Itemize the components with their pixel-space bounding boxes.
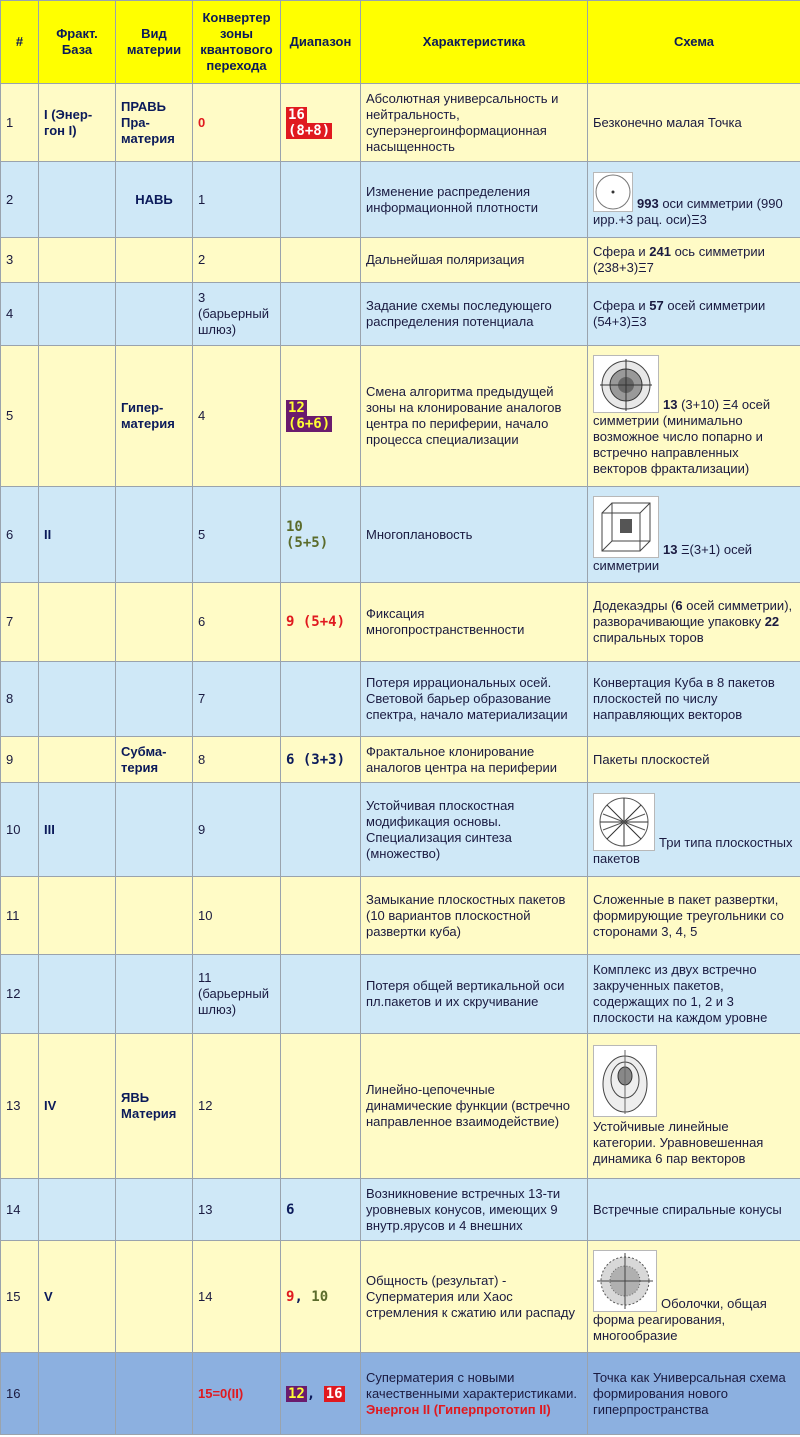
row-num: 5 <box>1 346 39 487</box>
scheme-prefix: Додекаэдры ( <box>593 598 676 613</box>
spiral-figure <box>593 1045 657 1117</box>
row-characteristic: Фиксация многопространственности <box>361 583 588 662</box>
row-base <box>39 955 116 1034</box>
row-scheme <box>588 283 800 346</box>
row-range: 6 (3+3) <box>281 737 361 783</box>
table-row <box>1 737 800 783</box>
shell-cloud-figure <box>593 1250 657 1312</box>
table-row <box>1 84 800 162</box>
row-scheme <box>588 238 800 283</box>
row-range <box>281 662 361 737</box>
table-row <box>1 283 800 346</box>
row-characteristic: Многоплановость <box>361 487 588 583</box>
header-row <box>1 1 800 84</box>
table-row <box>1 877 800 955</box>
row-base <box>39 662 116 737</box>
axes-count: 241 <box>649 244 671 259</box>
row-kind <box>116 238 193 283</box>
row-num: 11 <box>1 877 39 955</box>
row-converter: 2 <box>193 238 281 283</box>
row-num: 4 <box>1 283 39 346</box>
row-scheme <box>588 1241 800 1353</box>
point-sphere-figure <box>593 172 633 212</box>
row-converter: 1 <box>193 162 281 238</box>
row-num: 13 <box>1 1034 39 1179</box>
scheme-text: осей симметрии), разворачивающие упаковку <box>593 598 793 629</box>
row-scheme <box>588 583 800 662</box>
row-num: 6 <box>1 487 39 583</box>
row-kind <box>116 783 193 877</box>
row-kind: ЯВЬ Материя <box>116 1034 193 1179</box>
header-characteristic: Характеристика <box>361 1 588 84</box>
range-value: 12 <box>288 1385 305 1402</box>
row-converter: 5 <box>193 487 281 583</box>
row-converter: 9 <box>193 783 281 877</box>
row-base <box>39 283 116 346</box>
range-value: 16 <box>288 106 305 123</box>
row-scheme: Встречные спиральные конусы <box>588 1179 800 1241</box>
row-base <box>39 877 116 955</box>
cube-figure <box>593 496 659 558</box>
header-scheme: Схема <box>588 1 800 84</box>
table-row <box>1 783 800 877</box>
row-kind <box>116 1241 193 1353</box>
row-converter: 12 <box>193 1034 281 1179</box>
header-kind: Вид материи <box>116 1 193 84</box>
row-num: 12 <box>1 955 39 1034</box>
row-scheme <box>588 162 800 238</box>
row-range: 9 (5+4) <box>281 583 361 662</box>
scheme-prefix: Сфера и <box>593 298 650 313</box>
axes-count: 993 <box>637 195 659 211</box>
axes-count: 13 <box>663 397 678 412</box>
range-detail: 16 <box>325 1385 343 1402</box>
row-base: II <box>39 487 116 583</box>
characteristic-text: Суперматерия с новыми качественными характеристиками. <box>366 1369 578 1401</box>
range-value: 10 <box>286 518 303 535</box>
row-num: 7 <box>1 583 39 662</box>
row-kind <box>116 877 193 955</box>
table-row <box>1 662 800 737</box>
row-kind: Гипер-материя <box>116 346 193 487</box>
axes-count: 57 <box>649 298 664 313</box>
row-converter: 14 <box>193 1241 281 1353</box>
table-row <box>1 1241 800 1353</box>
row-kind: Субма-терия <box>116 737 193 783</box>
scheme-text: оси симметрии (990 ирр.+3 рац. оси)Ξ3 <box>593 195 783 227</box>
row-base <box>39 162 116 238</box>
row-converter: 11 (барьерный шлюз) <box>193 955 281 1034</box>
row-scheme: Пакеты плоскостей <box>588 737 800 783</box>
scheme-text: осей симметрии (54+3)Ξ3 <box>593 298 766 329</box>
row-range <box>281 283 361 346</box>
row-converter: 6 <box>193 583 281 662</box>
table-row <box>1 583 800 662</box>
row-characteristic <box>361 1353 588 1435</box>
row-converter: 4 <box>193 346 281 487</box>
row-base <box>39 1353 116 1435</box>
row-converter: 10 <box>193 877 281 955</box>
energon-label: Энергон II (Гиперпрототип II) <box>366 1401 551 1417</box>
row-scheme <box>588 346 800 487</box>
row-characteristic: Абсолютная универсальность и нейтральность, суперэнергоинформационная насыщенность <box>361 84 588 162</box>
scheme-text: (3+10) Ξ4 осей симметрии (минимально возможное число попарно и встречно направленных векторов фрактализации) <box>593 397 771 476</box>
row-kind <box>116 1353 193 1435</box>
row-converter: 3 (барьерный шлюз) <box>193 283 281 346</box>
range-detail: (6+6) <box>288 416 331 432</box>
row-characteristic: Возникновение встречных 13-ти уровневых конусов, имеющих 9 внутр.ярусов и 4 внешних <box>361 1179 588 1241</box>
row-range <box>281 1241 361 1353</box>
row-base <box>39 583 116 662</box>
row-scheme: Безконечно малая Точка <box>588 84 800 162</box>
table-row <box>1 1353 800 1435</box>
row-num: 3 <box>1 238 39 283</box>
table-row <box>1 1179 800 1241</box>
row-base: III <box>39 783 116 877</box>
table-row <box>1 487 800 583</box>
row-base <box>39 737 116 783</box>
tori-count: 22 <box>764 614 780 629</box>
axes-count: 13 <box>663 541 678 557</box>
row-characteristic: Потеря общей вертикальной оси пл.пакетов и их скручивание <box>361 955 588 1034</box>
row-converter: 7 <box>193 662 281 737</box>
row-characteristic: Смена алгоритма предыдущей зоны на клонирование аналогов центра по периферии, начало процесса специализации <box>361 346 588 487</box>
axes-count: 6 <box>675 598 683 613</box>
row-base: I (Энер-гон I) <box>39 84 116 162</box>
row-base: V <box>39 1241 116 1353</box>
row-range <box>281 877 361 955</box>
range-value: 9 <box>286 1288 295 1305</box>
row-kind <box>116 955 193 1034</box>
row-characteristic: Изменение распределения информационной плотности <box>361 162 588 238</box>
row-range <box>281 487 361 583</box>
header-range: Диапазон <box>281 1 361 84</box>
row-kind <box>116 583 193 662</box>
table-row <box>1 238 800 283</box>
table-row <box>1 346 800 487</box>
row-characteristic: Потеря иррациональных осей. Световой барьер образование спектра, начало материализации <box>361 662 588 737</box>
scheme-prefix: Сфера и <box>593 244 650 259</box>
row-range: 6 <box>281 1179 361 1241</box>
row-converter: 15=0(II) <box>193 1353 281 1435</box>
range-detail: (8+8) <box>288 122 331 139</box>
scheme-text: Оболочки, общая форма реагирования, многообразие <box>593 1295 767 1343</box>
header-base: Фракт. База <box>39 1 116 84</box>
row-num: 2 <box>1 162 39 238</box>
range-value: 12 <box>288 400 305 416</box>
range-detail: 10 <box>311 1288 329 1305</box>
table-row <box>1 1034 800 1179</box>
row-scheme: Сложенные в пакет развертки, формирующие треугольники со сторонами 3, 4, 5 <box>588 877 800 955</box>
row-range <box>281 346 361 487</box>
row-characteristic: Задание схемы последующего распределения потенциала <box>361 283 588 346</box>
scheme-text: Устойчивые линейные категории. Уравновешенная динамика 6 пар векторов <box>593 1119 764 1166</box>
range-separator: , <box>306 1385 324 1402</box>
row-kind <box>116 283 193 346</box>
row-converter: 8 <box>193 737 281 783</box>
row-scheme <box>588 1034 800 1179</box>
range-separator: , <box>294 1288 312 1305</box>
row-num: 1 <box>1 84 39 162</box>
row-num: 9 <box>1 737 39 783</box>
row-converter: 13 <box>193 1179 281 1241</box>
row-converter: 0 <box>193 84 281 162</box>
row-base <box>39 1179 116 1241</box>
row-num: 15 <box>1 1241 39 1353</box>
row-characteristic: Общность (результат) - Суперматерия или Хаос стремления к сжатию или распаду <box>361 1241 588 1353</box>
row-scheme: Комплекс из двух встречно закрученных пакетов, содержащих по 1, 2 и 3 плоскости на каждом уровне <box>588 955 800 1034</box>
header-num: # <box>1 1 39 84</box>
row-range <box>281 84 361 162</box>
row-range <box>281 1034 361 1179</box>
row-scheme: Конвертация Куба в 8 пакетов плоскостей по числу направляющих векторов <box>588 662 800 737</box>
row-kind <box>116 487 193 583</box>
row-kind: ПРАВЬ Пра-материя <box>116 84 193 162</box>
row-range <box>281 238 361 283</box>
row-num: 14 <box>1 1179 39 1241</box>
header-converter: Конвертер зоны квантового перехода <box>193 1 281 84</box>
table-row <box>1 162 800 238</box>
row-range <box>281 955 361 1034</box>
row-characteristic: Дальнейшая поляризация <box>361 238 588 283</box>
scheme-text: ось симметрии (238+3)Ξ7 <box>593 244 765 275</box>
range-detail: (5+5) <box>286 534 329 551</box>
row-base <box>39 346 116 487</box>
row-base: IV <box>39 1034 116 1179</box>
sphere-grid-figure <box>593 355 659 413</box>
row-scheme: Точка как Универсальная схема формирования нового гиперпространства <box>588 1353 800 1435</box>
row-characteristic: Фрактальное клонирование аналогов центра на периферии <box>361 737 588 783</box>
row-characteristic: Линейно-цепочечные динамические функции (встречно направленное взаимодействие) <box>361 1034 588 1179</box>
row-num: 10 <box>1 783 39 877</box>
row-scheme <box>588 487 800 583</box>
row-characteristic: Замыкание плоскостных пакетов (10 вариантов плоскостной развертки куба) <box>361 877 588 955</box>
row-num: 16 <box>1 1353 39 1435</box>
scheme-text: Три типа плоскостных пакетов <box>593 834 793 866</box>
row-base <box>39 238 116 283</box>
row-kind <box>116 662 193 737</box>
row-kind: НАВЬ <box>116 162 193 238</box>
scheme-suffix: спиральных торов <box>593 630 704 645</box>
row-scheme <box>588 783 800 877</box>
scheme-text: Ξ(3+1) осей симметрии <box>593 541 753 573</box>
table-row <box>1 955 800 1034</box>
row-range <box>281 162 361 238</box>
star-planes-figure <box>593 793 655 851</box>
row-kind <box>116 1179 193 1241</box>
row-num: 8 <box>1 662 39 737</box>
row-range <box>281 1353 361 1435</box>
row-range <box>281 783 361 877</box>
row-characteristic: Устойчивая плоскостная модификация основы. Специализация синтеза (множество) <box>361 783 588 877</box>
